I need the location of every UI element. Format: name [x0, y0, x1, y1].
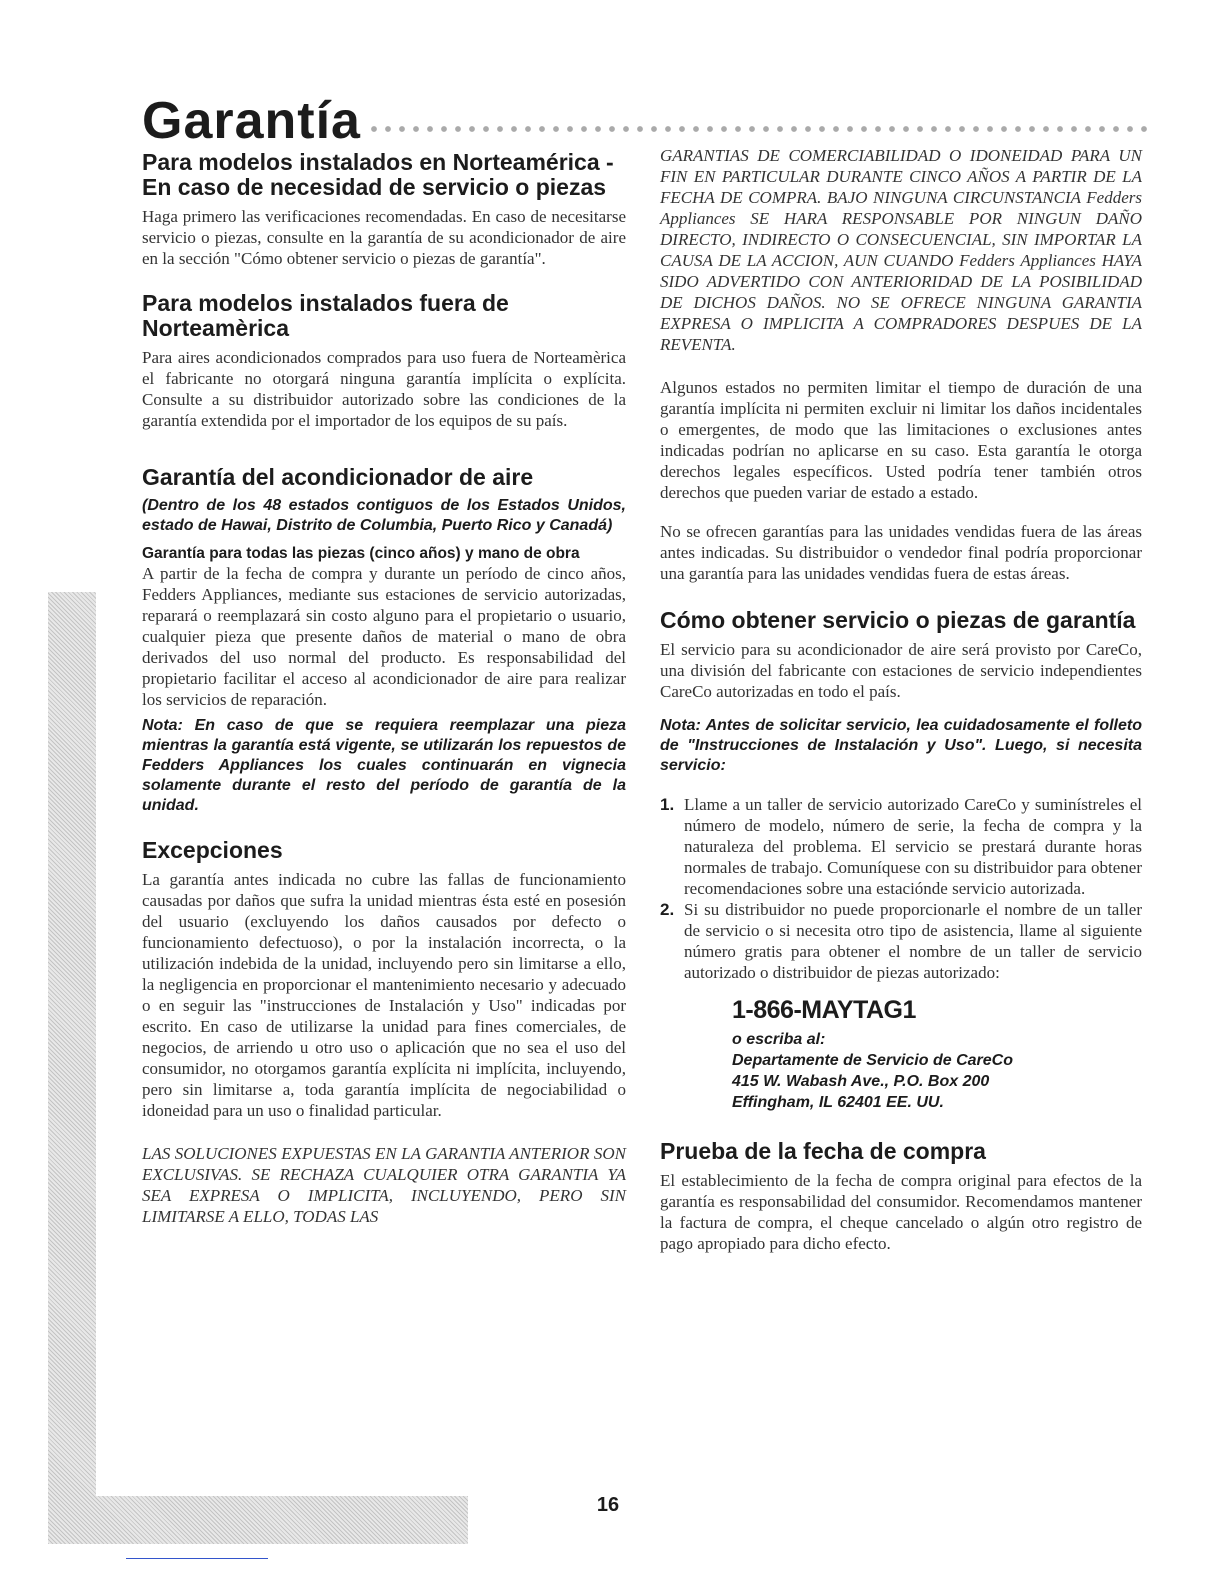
decorative-side-bar [48, 592, 96, 1544]
address-line: 415 W. Wabash Ave., P.O. Box 200 [732, 1073, 990, 1090]
section-body: Haga primero las verificaciones recomendadas. En caso de necesitarse servicio o piezas, consulte en la garantía de su acondicionador de aire en la sección "Cómo obtener servicio o piezas de garantía". [142, 207, 626, 268]
disclaimer-caps-continued: GARANTIAS DE COMERCIABILIDAD O IDONEIDAD PARA UN FIN EN PARTICULAR DURANTE CINCO AÑOS A PARTIR DE LA FECHA DE COMPRA. BAJO NINGUNA CIRCUNSTANCIA Fedders Appliances SE HARA RESPONSABLE POR NINGUN DAÑO DIRECTO, INDIRECTO O CONSECUENCIAL, SIN IMPORTAR LA CAUSA DE LA ACCION, AUN CUANDO Fedders Appliances HAYA SIDO ADVERTIDO CON ANTERIORIDAD DE LA POSIBILIDAD DE DICHOS DAÑOS. NO SE OFRECE NINGUNA GARANTIA EXPRESA O IMPLICITA A COMPRADORES DESPUES DE LA REVENTA. [660, 146, 1142, 354]
step-number: 2. [660, 900, 675, 919]
coverage-area-note: (Dentro de los 48 estados contiguos de los Estados Unidos, estado de Hawai, Distrito de Columbia, Puerto Rico y Canadá) [142, 497, 626, 534]
section-outside-north-america [142, 291, 626, 431]
state-rights-paragraph: Algunos estados no permiten limitar el tiempo de duración de una garantía implícita ni permiten excluir ni limitar los daños incidentales o emergentes, de modo que las limitaciones o exclusiones antes indicadas podrían no aplicarse en su caso. Esta garantía le otorga derechos legales específicos. Usted podría tener también otros derechos que pueden variar de estado a estado. [660, 378, 1142, 502]
section-proof-of-purchase [660, 1139, 1142, 1254]
section-heading: Prueba de la fecha de compra [660, 1138, 986, 1164]
list-item [660, 899, 1142, 983]
section-heading: Para modelos instalados en Norteamérica - En caso de necesidad de servicio o piezas [142, 149, 614, 200]
decorative-bottom-bar [48, 1496, 468, 1544]
page-title-text: Garantía [142, 92, 361, 148]
step-text: Si su distribuidor no puede proporcionarle el nombre de un taller de servicio o si necesita otro tipo de asistencia, llame al siguiente número gratis para obtener el nombre de un taller de servicio autorizado o distribuidor de piezas autorizado: [684, 900, 1142, 982]
section-air-conditioner-warranty [142, 465, 626, 816]
left-column [142, 150, 626, 1249]
section-body: El establecimiento de la fecha de compra original para efectos de la garantía es responsabilidad del consumidor. Recomendamos mantener la factura de compra, el cheque cancelado o algún otro registro de pago apropiado para dicho efecto. [660, 1171, 1142, 1253]
step-text: Llame a un taller de servicio autorizado CareCo y suminístreles el número de modelo, número de serie, la fecha de compra y la naturaleza del problema. El servicio se prestará durante horas normales de trabajo. Comuníquese con su distribuidor para obtener recomendaciones sobre una estaciónde servicio autorizada. [684, 795, 1142, 898]
disclaimer-caps-start: LAS SOLUCIONES EXPUESTAS EN LA GARANTIA ANTERIOR SON EXCLUSIVAS. SE RECHAZA CUALQUIER OTRA GARANTIA YA SEA EXPRESA O IMPLICITA, INCLUYENDO, PERO SIN LIMITARSE A ELLO, TODAS LAS [142, 1144, 626, 1226]
title-dotted-rule [367, 123, 1152, 135]
section-north-america [142, 150, 626, 269]
service-steps-list [660, 794, 1142, 983]
section-heading: Excepciones [142, 837, 283, 863]
section-body: La garantía antes indicada no cubre las fallas de funcionamiento causadas por daños que sufra la unidad mientras ésta esté en posesión del usuario (excluyendo los daños causados por defecto o funcionamiento defectuoso), o por la instalación incorrecta, o la utilización indebida de la unidad, incluyendo pero sin limitarse a ello, la negligencia en proporcionar el mantenimiento necesario y adecuado o en seguir las "instrucciones de Instalación y Uso" indicadas por escrito. En caso de utilizarse la unidad para fines comerciales, de negocios, de arriendo u otro uso o aplicación que no sea el uso del consumidor, no otorgamos garantía explícita ni implícita, incluyendo, pero sin limitarse a, toda garantía implícita de negociabilidad o idoneidad para un uso o finalidad particular. [142, 870, 626, 1120]
list-item [660, 794, 1142, 899]
footer-link-underline [126, 1558, 268, 1559]
mailing-address [732, 1029, 1142, 1113]
address-line: o escriba al: [732, 1031, 826, 1048]
section-body: El servicio para su acondicionador de aire será provisto por CareCo, una división del fabricante con estaciones de servicio independientes CareCo autorizadas en todo el país. [660, 640, 1142, 701]
phone-number: 1-866-MAYTAG1 [732, 996, 916, 1024]
parts-labor-subheading: Garantía para todas las piezas (cinco años) y mano de obra [142, 545, 580, 562]
section-body: Para aires acondicionados comprados para uso fuera de Norteamèrica el fabricante no otorgará ninguna garantía implícita o explícita. Consulte a su distribuidor autorizado sobre las condiciones de la garantía extendida por el importador de los equipos de su país. [142, 348, 626, 430]
address-line: Departamente de Servicio de CareCo [732, 1052, 1013, 1069]
right-column [660, 145, 1142, 1276]
outside-areas-paragraph: No se ofrecen garantías para las unidades vendidas fuera de las áreas antes indicadas. Su distribuidor o vendedor final podría proporcionar una garantía para las unidades vendidas fuera de estas áreas. [660, 522, 1142, 583]
step-number: 1. [660, 795, 675, 814]
section-heading: Cómo obtener servicio o piezas de garantía [660, 607, 1136, 633]
service-note: Nota: Antes de solicitar servicio, lea cuidadosamente el folleto de "Instrucciones de Instalación y Uso". Luego, si necesita servicio: [660, 717, 1142, 774]
address-line: Effingham, IL 62401 EE. UU. [732, 1094, 944, 1111]
section-heading: Para modelos instalados fuera de Norteamèrica [142, 290, 509, 341]
section-heading: Garantía del acondicionador de aire [142, 464, 534, 490]
section-exceptions [142, 838, 626, 1227]
replacement-parts-note: Nota: En caso de que se requiera reemplazar una pieza mientras la garantía está vigente, se utilizarán los repuestos de Fedders Appliances los cuales continuarán en vignecia solamente durante el resto del período de garantía de la unidad. [142, 717, 626, 814]
page-number: 16 [596, 1494, 620, 1516]
section-body: A partir de la fecha de compra y durante un período de cinco años, Fedders Appliances, mediante sus estaciones de servicio autorizadas, reparará o reemplazará sin costo alguno para el propietario o usuario, cualquier pieza que presente daños de material o mano de obra derivados del uso normal del producto. Es responsabilidad del propietario facilitar el acceso al acondicionador de aire para realizar los servicios de reparación. [142, 564, 626, 709]
section-how-to-get-service [660, 608, 1142, 1113]
page-title [142, 88, 1152, 148]
